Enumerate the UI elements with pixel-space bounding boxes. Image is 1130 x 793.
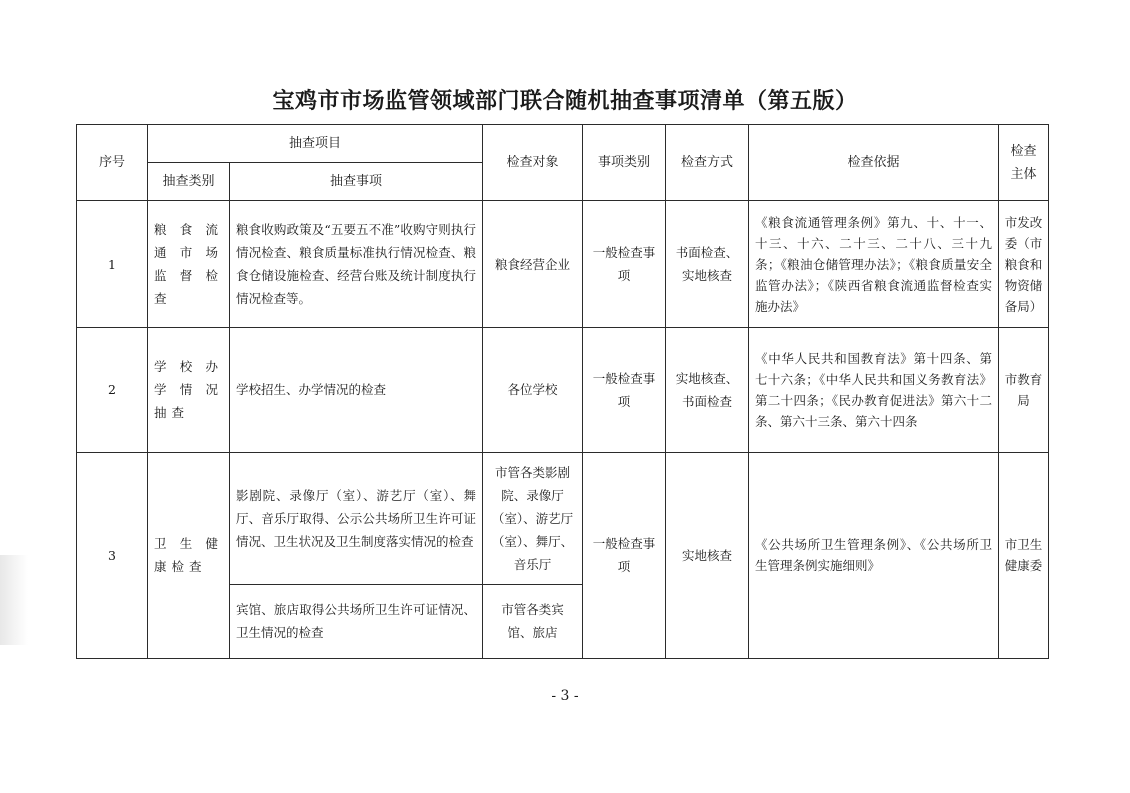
scan-edge-shade xyxy=(0,555,28,645)
row-subject: 市教育局 xyxy=(999,328,1049,452)
header-basis: 检查依据 xyxy=(749,125,999,201)
inspection-table xyxy=(76,124,1049,659)
row-type: 一般检查事项 xyxy=(583,328,666,452)
row-item: 宾馆、旅店取得公共场所卫生许可证情况、卫生情况的检查 xyxy=(230,584,483,658)
row-basis: 《公共场所卫生管理条例》、《公共场所卫生管理条例实施细则》 xyxy=(749,452,999,658)
row-method: 实地核查、书面检查 xyxy=(666,328,749,452)
header-seq: 序号 xyxy=(77,125,148,201)
row-seq: 3 xyxy=(77,452,148,658)
row-category: 粮食流通市场监督检查 xyxy=(148,201,230,328)
inspection-table-container xyxy=(76,124,1048,659)
row-basis: 《粮食流通管理条例》第九、十、十一、十三、十六、二十三、二十八、三十九条；《粮油仓储管理办法》；《粮食质量安全监管办法》；《陕西省粮食流通监督检查实施办法》 xyxy=(749,201,999,328)
table-row xyxy=(77,328,1049,452)
header-project: 抽查项目 xyxy=(148,125,483,163)
row-type: 一般检查事项 xyxy=(583,452,666,658)
header-category: 抽查类别 xyxy=(148,163,230,201)
table-row xyxy=(77,452,1049,584)
row-seq: 2 xyxy=(77,328,148,452)
row-basis: 《中华人民共和国教育法》第十四条、第七十六条；《中华人民共和国义务教育法》第二十四条；《民办教育促进法》第六十二条、第六十三条、第六十四条 xyxy=(749,328,999,452)
row-category: 学校办学情况抽查 xyxy=(148,328,230,452)
document-title: 宝鸡市市场监管领域部门联合随机抽查事项清单（第五版） xyxy=(272,88,858,114)
row-type: 一般检查事项 xyxy=(583,201,666,328)
row-item: 影剧院、录像厅（室）、游艺厅（室）、舞厅、音乐厅取得、公示公共场所卫生许可证情况、卫生状况及卫生制度落实情况的检查 xyxy=(230,452,483,584)
row-subject: 市卫生健康委 xyxy=(999,452,1049,658)
table-row xyxy=(77,201,1049,328)
header-method: 检查方式 xyxy=(666,125,749,201)
row-object: 市管各类影剧院、录像厅（室）、游艺厅（室）、舞厅、音乐厅 xyxy=(483,452,583,584)
row-object: 粮食经营企业 xyxy=(483,201,583,328)
row-category: 卫生健康检查 xyxy=(148,452,230,658)
row-seq: 1 xyxy=(77,201,148,328)
row-object: 各位学校 xyxy=(483,328,583,452)
header-type: 事项类别 xyxy=(583,125,666,201)
row-method: 书面检查、实地核查 xyxy=(666,201,749,328)
row-subject: 市发改委（市粮食和物资储备局） xyxy=(999,201,1049,328)
row-item: 粮食收购政策及“五要五不准”收购守则执行情况检查、粮食质量标准执行情况检查、粮食仓储设施检查、经营台账及统计制度执行情况检查等。 xyxy=(230,201,483,328)
page-number: - 3 - xyxy=(551,688,579,704)
header-object: 检查对象 xyxy=(483,125,583,201)
row-item: 学校招生、办学情况的检查 xyxy=(230,328,483,452)
row-method: 实地核查 xyxy=(666,452,749,658)
header-item: 抽查事项 xyxy=(230,163,483,201)
row-object: 市管各类宾馆、旅店 xyxy=(483,584,583,658)
header-subject: 检查主体 xyxy=(999,125,1049,201)
